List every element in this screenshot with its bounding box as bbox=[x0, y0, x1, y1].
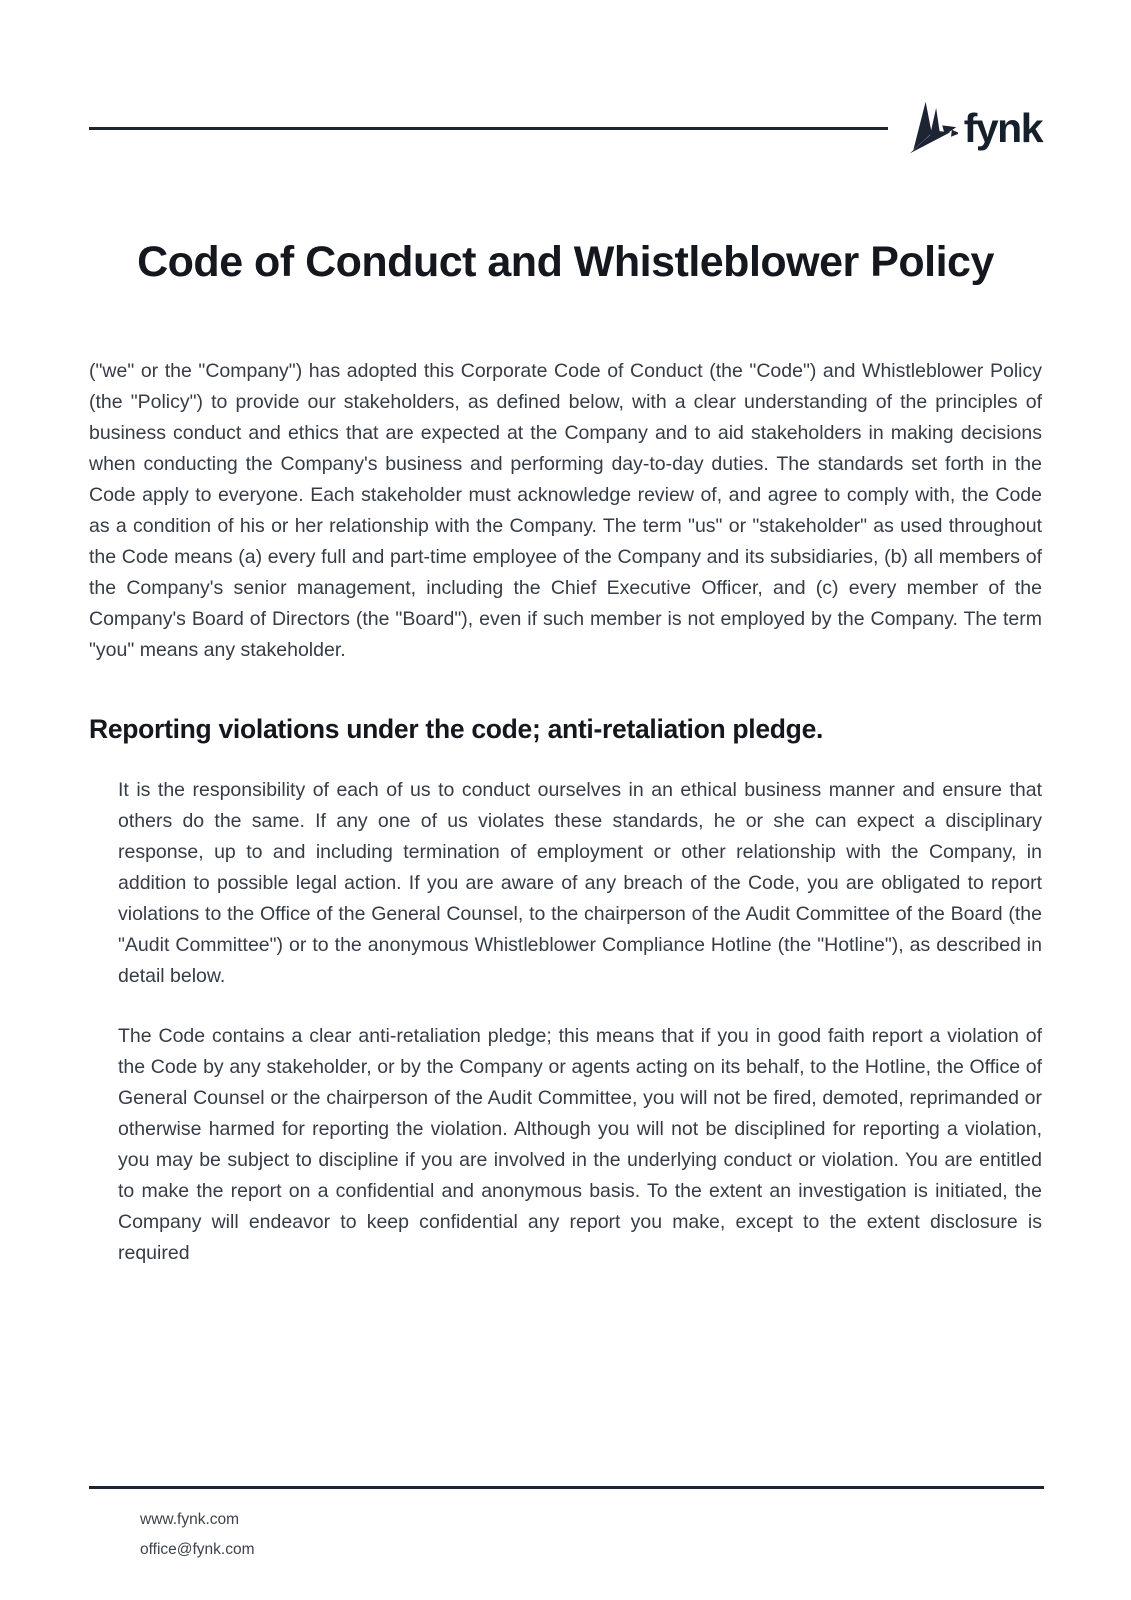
intro-paragraph: ("we" or the "Company") has adopted this Corporate Code of Conduct (the "Code") and Whistleblower Policy (the "Policy") to provide our stakeholders, as defined below, with a clear understanding of the principles of business conduct and ethics that are expected at the Company and to aid stakeholders in making decisions when conducting the Company's business and performing day-to-day duties. The standards set forth in the Code apply to everyone. Each stakeholder must acknowledge review of, and agree to comply with, the Code as a condition of his or her relationship with the Company. The term "us" or "stakeholder" as used throughout the Code means (a) every full and part-time employee of the Company and its subsidiaries, (b) all members of the Company's senior management, including the Chief Executive Officer, and (c) every member of the Company's Board of Directors (the "Board"), even if such member is not employed by the Company. The term "you" means any stakeholder. bbox=[89, 360, 1042, 661]
section-paragraph: The Code contains a clear anti-retaliation pledge; this means that if you in good faith report a violation of the Code by any stakeholder, or by the Company or agents acting on its behalf, to the Hotline, the Office of General Counsel or the chairperson of the Audit Committee, you will not be fired, demoted, reprimanded or otherwise harmed for reporting the violation. Although you will not be disciplined for reporting a violation, you may be subject to discipline if you are involved in the underlying conduct or violation. You are entitled to make the report on a confidential and anonymous basis. To the extent an investigation is initiated, the Company will endeavor to keep confidential any report you make, except to the extent disclosure is required bbox=[118, 1025, 1042, 1264]
page-title: Code of Conduct and Whistleblower Policy bbox=[137, 238, 994, 286]
fynk-logo bbox=[902, 100, 1042, 156]
page-footer bbox=[89, 1486, 1044, 1565]
section-paragraph: It is the responsibility of each of us to conduct ourselves in an ethical business manner and ensure that others do the same. If any one of us violates these standards, he or she can expect a disciplinary response, up to and including termination of employment or other relationship with the Company, in addition to possible legal action. If you are aware of any breach of the Code, you are obligated to report violations to the Office of the General Counsel, to the chairperson of the Audit Committee of the Board (the "Audit Committee") or to the anonymous Whistleblower Compliance Hotline (the "Hotline"), as described in detail below. bbox=[118, 779, 1042, 987]
origami-bird-icon bbox=[902, 100, 958, 156]
footer-email: office@fynk.com bbox=[140, 1541, 255, 1558]
page-header bbox=[89, 0, 1042, 156]
header-rule bbox=[89, 127, 888, 130]
section-heading: Reporting violations under the code; anti-retaliation pledge. bbox=[89, 714, 824, 744]
footer-website: www.fynk.com bbox=[140, 1511, 240, 1528]
fynk-wordmark: fynk bbox=[963, 104, 1042, 151]
